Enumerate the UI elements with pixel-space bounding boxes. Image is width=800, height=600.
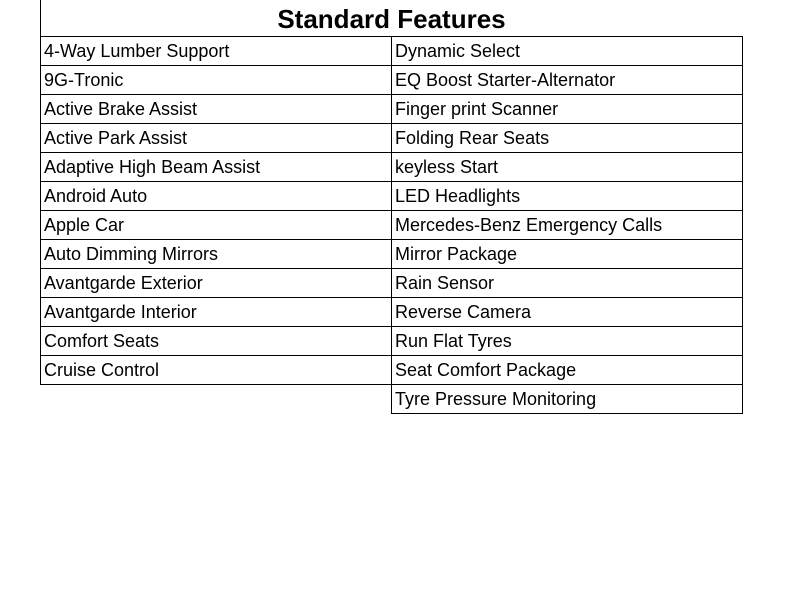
table-row xyxy=(41,182,743,211)
table-cell[interactable]: Mirror Package xyxy=(392,240,743,269)
table-cell[interactable]: EQ Boost Starter-Alternator xyxy=(392,66,743,95)
table-cell[interactable]: LED Headlights xyxy=(392,182,743,211)
features-table xyxy=(40,36,743,414)
table-cell[interactable]: 4-Way Lumber Support xyxy=(41,37,392,66)
table-cell-empty[interactable] xyxy=(41,385,392,414)
table-cell[interactable]: Mercedes-Benz Emergency Calls xyxy=(392,211,743,240)
table-cell[interactable]: Rain Sensor xyxy=(392,269,743,298)
table-cell[interactable]: Apple Car xyxy=(41,211,392,240)
table-cell[interactable]: Finger print Scanner xyxy=(392,95,743,124)
table-cell[interactable]: Avantgarde Interior xyxy=(41,298,392,327)
table-row xyxy=(41,356,743,385)
table-cell[interactable]: Active Park Assist xyxy=(41,124,392,153)
table-cell[interactable]: Auto Dimming Mirrors xyxy=(41,240,392,269)
table-cell[interactable]: Folding Rear Seats xyxy=(392,124,743,153)
table-row xyxy=(41,269,743,298)
table-row xyxy=(41,95,743,124)
table-cell[interactable]: Seat Comfort Package xyxy=(392,356,743,385)
table-cell[interactable]: Android Auto xyxy=(41,182,392,211)
table-cell[interactable]: Comfort Seats xyxy=(41,327,392,356)
table-cell[interactable]: Adaptive High Beam Assist xyxy=(41,153,392,182)
table-cell[interactable]: Dynamic Select xyxy=(392,37,743,66)
table-cell[interactable]: Run Flat Tyres xyxy=(392,327,743,356)
table-row xyxy=(41,327,743,356)
table-cell[interactable]: Reverse Camera xyxy=(392,298,743,327)
table-cell[interactable]: Tyre Pressure Monitoring xyxy=(392,385,743,414)
table-cell[interactable]: keyless Start xyxy=(392,153,743,182)
table-cell[interactable]: Active Brake Assist xyxy=(41,95,392,124)
table-row xyxy=(41,124,743,153)
table-row xyxy=(41,153,743,182)
table-row xyxy=(41,298,743,327)
table-cell[interactable]: Cruise Control xyxy=(41,356,392,385)
sheet-title: Standard Features xyxy=(40,0,742,36)
table-row xyxy=(41,240,743,269)
table-cell[interactable]: 9G-Tronic xyxy=(41,66,392,95)
table-row xyxy=(41,66,743,95)
table-row xyxy=(41,385,743,414)
table-row xyxy=(41,37,743,66)
table-cell[interactable]: Avantgarde Exterior xyxy=(41,269,392,298)
table-row xyxy=(41,211,743,240)
